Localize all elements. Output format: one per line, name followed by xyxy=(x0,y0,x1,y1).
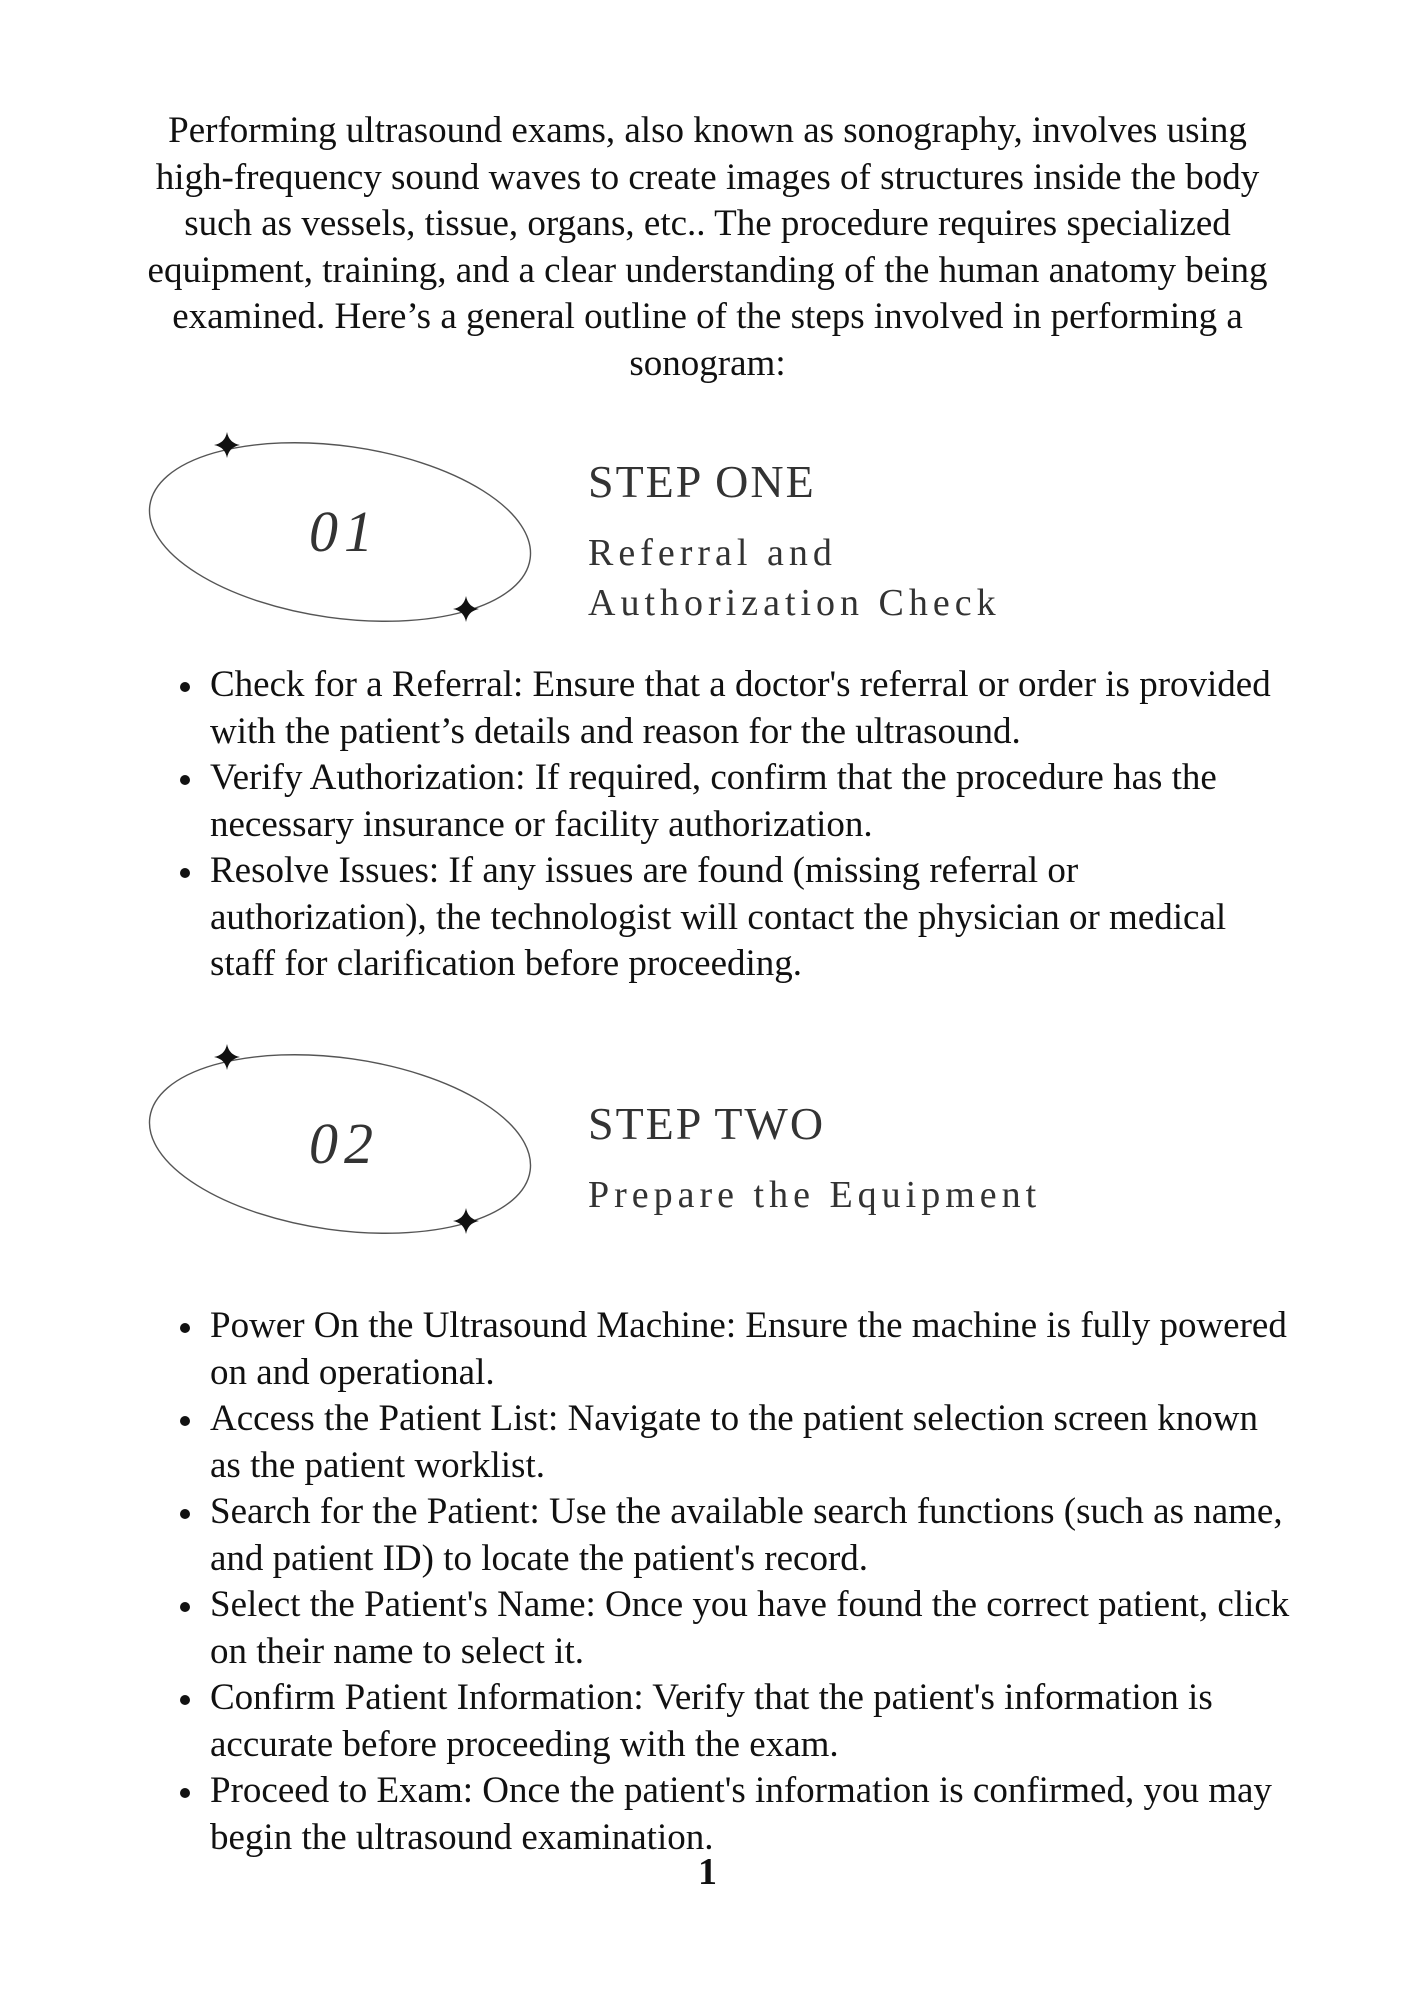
step-one-number: 01 xyxy=(309,499,379,564)
list-item: Verify Authorization: If required, confirm that the procedure has the necessary insurance or facility authorization. xyxy=(210,755,1290,848)
step-two-subtitle xyxy=(588,1170,1148,1220)
step-one-badge xyxy=(140,432,560,632)
step-two-number: 02 xyxy=(309,1111,379,1176)
list-item: Check for a Referral: Ensure that a doctor's referral or order is provided with the patient’s details and reason for the ultrasound. xyxy=(210,662,1290,755)
sparkle-star-icon xyxy=(453,596,479,622)
step-two-badge xyxy=(140,1044,560,1244)
step-one-subtitle-line: Authorization Check xyxy=(588,582,1001,624)
sparkle-star-icon xyxy=(453,1208,479,1234)
list-item: Resolve Issues: If any issues are found (missing referral or authorization), the technologist will contact the physician or medical staff for clarification before proceeding. xyxy=(210,848,1290,988)
step-one-subtitle xyxy=(588,528,1148,628)
list-item: Access the Patient List: Navigate to the patient selection screen known as the patient worklist. xyxy=(210,1396,1290,1489)
step-one-bullet-list xyxy=(210,662,1290,988)
step-two-subtitle-line: Prepare the Equipment xyxy=(588,1174,1042,1216)
list-item: Power On the Ultrasound Machine: Ensure the machine is fully powered on and operational. xyxy=(210,1303,1290,1396)
step-one-heading: STEP ONE xyxy=(588,456,816,507)
intro-paragraph: Performing ultrasound exams, also known as sonography, involves using high-frequency sound waves to create images of structures inside the body such as vessels, tissue, organs, etc.. The procedure requires specialized equipment, training, and a clear understanding of the human anatomy being examined. Here’s a general outline of the steps involved in performing a sonogram: xyxy=(147,110,1268,384)
page-number: 1 xyxy=(698,1851,717,1893)
list-item: Select the Patient's Name: Once you have found the correct patient, click on their name to select it. xyxy=(210,1582,1290,1675)
sparkle-star-icon xyxy=(214,432,240,458)
list-item: Proceed to Exam: Once the patient's information is confirmed, you may begin the ultrasound examination. xyxy=(210,1768,1290,1861)
step-two-heading: STEP TWO xyxy=(588,1098,826,1149)
step-two-bullet-list xyxy=(210,1303,1290,1861)
step-one-subtitle-line: Referral and xyxy=(588,532,837,574)
list-item: Confirm Patient Information: Verify that the patient's information is accurate before proceeding with the exam. xyxy=(210,1675,1290,1768)
sparkle-star-icon xyxy=(214,1044,240,1070)
list-item: Search for the Patient: Use the available search functions (such as name, and patient ID) to locate the patient's record. xyxy=(210,1489,1290,1582)
